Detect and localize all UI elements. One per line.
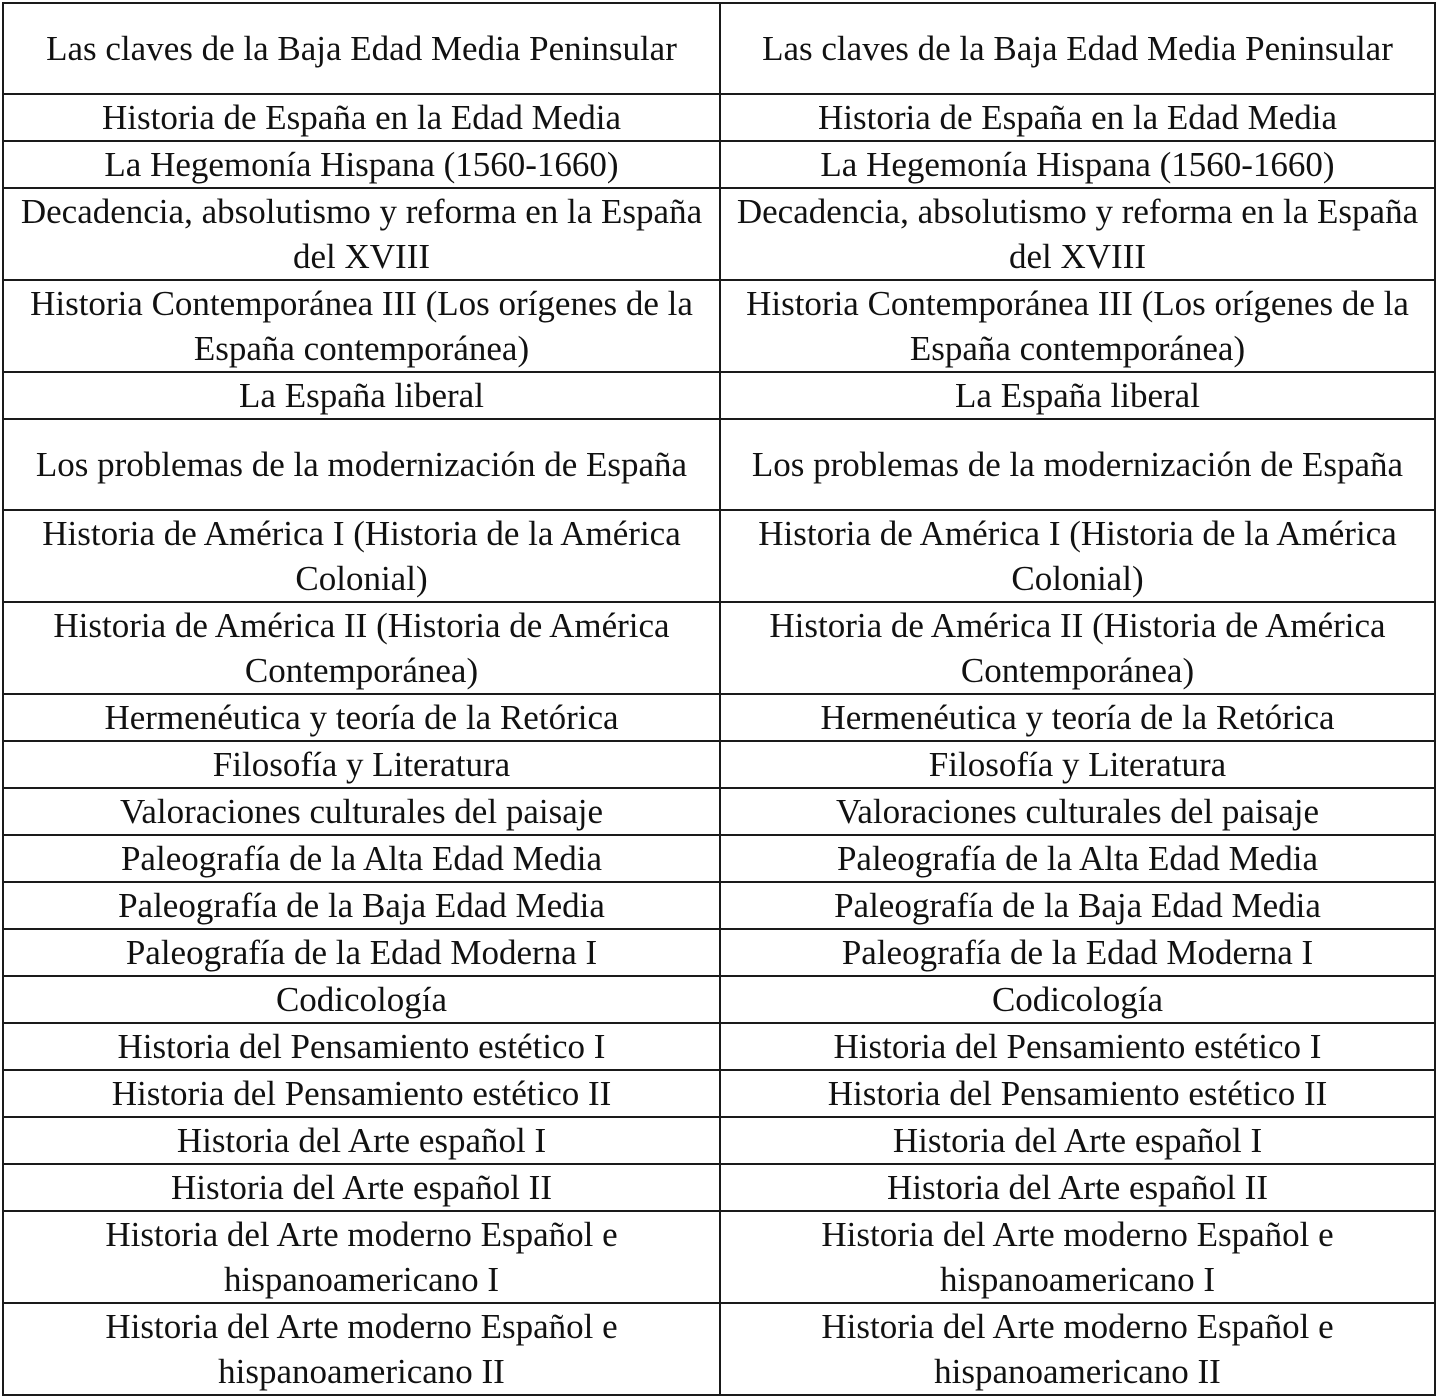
right-course-cell: Valoraciones culturales del paisaje [720,788,1435,835]
course-equivalence-table [2,2,1436,1396]
left-course-cell: Historia de América II (Historia de América Contemporánea) [3,602,720,694]
left-course-cell: Decadencia, absolutismo y reforma en la España del XVIII [3,188,720,280]
right-course-cell: Historia del Pensamiento estético I [720,1023,1435,1070]
left-course-cell: Historia del Pensamiento estético II [3,1070,720,1117]
table-row [3,510,1435,602]
left-course-cell: Historia del Arte moderno Español e hispanoamericano II [3,1303,720,1395]
table-row [3,602,1435,694]
right-course-cell: Codicología [720,976,1435,1023]
table-row [3,372,1435,419]
left-course-cell: Historia de España en la Edad Media [3,94,720,141]
table-body [3,3,1435,1395]
right-course-cell: Los problemas de la modernización de España [720,419,1435,510]
table-row [3,835,1435,882]
table-row [3,1211,1435,1303]
left-course-cell: Paleografía de la Edad Moderna I [3,929,720,976]
left-course-cell: Valoraciones culturales del paisaje [3,788,720,835]
left-course-cell: Historia del Arte moderno Español e hispanoamericano I [3,1211,720,1303]
right-course-cell: Historia del Pensamiento estético II [720,1070,1435,1117]
right-course-cell: La Hegemonía Hispana (1560-1660) [720,141,1435,188]
right-course-cell: Historia de América II (Historia de América Contemporánea) [720,602,1435,694]
left-course-cell: Las claves de la Baja Edad Media Peninsular [3,3,720,94]
right-course-cell: La España liberal [720,372,1435,419]
table-row [3,141,1435,188]
right-course-cell: Paleografía de la Edad Moderna I [720,929,1435,976]
left-course-cell: Hermenéutica y teoría de la Retórica [3,694,720,741]
table-row [3,1117,1435,1164]
table-row [3,929,1435,976]
left-course-cell: Filosofía y Literatura [3,741,720,788]
table-row [3,694,1435,741]
table-row [3,94,1435,141]
table-row [3,1303,1435,1395]
left-course-cell: Paleografía de la Baja Edad Media [3,882,720,929]
right-course-cell: Historia del Arte español II [720,1164,1435,1211]
right-course-cell: Historia del Arte moderno Español e hispanoamericano II [720,1303,1435,1395]
right-course-cell: Paleografía de la Alta Edad Media [720,835,1435,882]
table-row [3,882,1435,929]
left-course-cell: Historia del Arte español I [3,1117,720,1164]
table-row [3,1164,1435,1211]
right-course-cell: Historia de España en la Edad Media [720,94,1435,141]
left-course-cell: Codicología [3,976,720,1023]
right-course-cell: Hermenéutica y teoría de la Retórica [720,694,1435,741]
left-course-cell: Historia de América I (Historia de la América Colonial) [3,510,720,602]
table-row [3,741,1435,788]
table-row [3,976,1435,1023]
left-course-cell: Historia del Arte español II [3,1164,720,1211]
table-row [3,1070,1435,1117]
right-course-cell: Paleografía de la Baja Edad Media [720,882,1435,929]
table-row [3,1023,1435,1070]
left-course-cell: Los problemas de la modernización de España [3,419,720,510]
right-course-cell: Historia del Arte moderno Español e hispanoamericano I [720,1211,1435,1303]
table-row [3,188,1435,280]
table-row [3,280,1435,372]
right-course-cell: Filosofía y Literatura [720,741,1435,788]
table-row [3,3,1435,94]
right-course-cell: Historia Contemporánea III (Los orígenes de la España contemporánea) [720,280,1435,372]
right-course-cell: Las claves de la Baja Edad Media Peninsular [720,3,1435,94]
left-course-cell: La España liberal [3,372,720,419]
left-course-cell: Historia Contemporánea III (Los orígenes de la España contemporánea) [3,280,720,372]
table-row [3,419,1435,510]
right-course-cell: Decadencia, absolutismo y reforma en la España del XVIII [720,188,1435,280]
right-course-cell: Historia de América I (Historia de la América Colonial) [720,510,1435,602]
left-course-cell: La Hegemonía Hispana (1560-1660) [3,141,720,188]
right-course-cell: Historia del Arte español I [720,1117,1435,1164]
left-course-cell: Paleografía de la Alta Edad Media [3,835,720,882]
table-row [3,788,1435,835]
left-course-cell: Historia del Pensamiento estético I [3,1023,720,1070]
